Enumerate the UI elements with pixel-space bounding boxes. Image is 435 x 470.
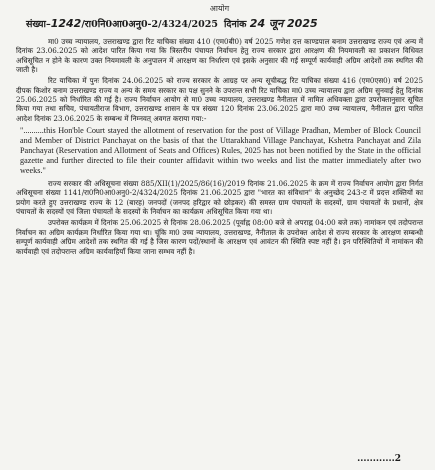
paragraph-1: मा0 उच्च न्यायालय, उत्तराखण्ड द्वारा रिट याचिका संख्या 410 (एम0बी0) वर्ष 2025 गणेश दत्त काण्डपाल बनाम उत्तराखण्ड राज्य एवं अन्य में दिनांक 23.06.2025 को आदेश पारित किया गया कि त्रिस्तरीय पंचायत निर्वाचन हेतु राज्य सरकार द्वारा आरक्षण की नियमावली का प्रकाशन विधिवत अधिसूचित न होने के कारण उक्त नियमावली के अनुपालन में आरक्षण का निर्धारण एवं इसके अनुसार की गई सम्पूर्ण कार्यवाही अग्रिम आदेशों तक स्थगित की जाती है। [16, 37, 423, 75]
paragraph-3: राज्य सरकार की अधिसूचना संख्या 885/XII(1)/2025/86(16)/2019 दिनांक 21.06.2025 के क्रम में राज्य निर्वाचन आयोग द्वारा निर्गत अधिसूचना संख्या 1141/रा0नि0आ0अनु0-2/4324/2025 दिनांक 21.06.2025 द्वारा "भारत का संविधान" के अनुच्छेद 243-ट में प्रदत्त शक्तियों का प्रयोग करते हुए उत्तराखण्ड राज्य के 12 (बारह) जनपदों (जनपद हरिद्वार को छोड़कर) की समस्त ग्राम पंचायतों के सदस्यों, ग्राम पंचायतों के प्रधानों, क्षेत्र पंचायतों के सदस्यों एवं जिला पंचायतों के सदस्यों के निर्वाचन का कार्यक्रम अधिसूचित किया गया था। [16, 179, 424, 217]
reference-line [26, 16, 423, 31]
quoted-order: "..........this Hon'ble Court stayed the allotment of reservation for the post of Village Pradhan, Member of Block Council and Member of District Panchayat on the basis of that the Uttarakhand Village Panchayat, Kshetra Panchayat and Zila Panchayat (Reservation and Allotment of Seats and Offices) Rules, 2025 has not been notified by the State in the official gazette and further directed to file their counter affidavit within two weeks and list the matter immediately after two weeks." [20, 126, 421, 176]
paragraph-2: रिट याचिका में पुनः दिनांक 24.06.2025 को राज्य सरकार के आग्रह पर अन्य सूचीबद्ध रिट याचिका संख्या 416 (एम0एस0) वर्ष 2025 दीपक किशोर बनाम उत्तराखण्ड राज्य व अन्य के समय सरकार का पक्ष सुनने के उपरान्त सभी रिट याचिका मा0 उच्च न्यायालय द्वारा अग्रिम सुनवाई हेतु दिनांक 25.06.2025 को निर्धारित की गई है। राज्य निर्वाचन आयोग से मा0 उच्च न्यायालय, उत्तराखण्ड नैनीताल में नामित अधिवक्ता द्वारा उपरोक्तानुसार सूचित किया गया तथा सचिव, पंचायतीराज विभाग, उत्तराखण्ड शासन के पत्र संख्या 120 दिनांक 23.06.2025 द्वारा मा0 उच्च न्यायालय, नैनीताल द्वारा पारित आदेश दिनांक 23.06.2025 के सम्बन्ध में निम्नवत् अवगत कराया गया:- [16, 76, 423, 123]
date-block [224, 16, 318, 31]
header-fragment: आयोग [209, 4, 230, 13]
page-continuation-marker: ............2 [357, 454, 401, 464]
ref-label [26, 17, 218, 30]
date-label: दिनांक [223, 19, 247, 30]
ref-label-text: संख्या– [26, 19, 51, 30]
ref-suffix: /रा0नि0आ0अनु0-2/4324/2025 [81, 19, 218, 30]
paragraph-4: उपरोक्त कार्यक्रम में दिनांक 25.06.2025 से दिनांक 28.06.2025 (पूर्वाह्न 08:00 बजे से अपराह्न 04:00 बजे तक) नामांकन एवं तदोपरान्त निर्वाचन का अग्रिम कार्यक्रम निर्धारित किया गया था। चूंकि मा0 उच्च न्यायालय, उत्तराखण्ड, नैनीताल के उपरोक्त आदेश से राज्य सरकार के आरक्षण सम्बन्धी सम्पूर्ण कार्यवाही अग्रिम आदेशों तक स्थगित की गई है जिस कारण पदों/स्थानों के आरक्षण एवं आवंटन की स्थिति स्पष्ट नहीं है। इन परिस्थितियों में नामांकन की कार्यवाही एवं तदोपरान्त अग्रिम कार्यवाहियाँ किया जाना सम्भव नहीं है। [16, 218, 423, 256]
ref-number: 1242 [50, 17, 82, 30]
date-value: 24 जून 2025 [249, 17, 318, 30]
